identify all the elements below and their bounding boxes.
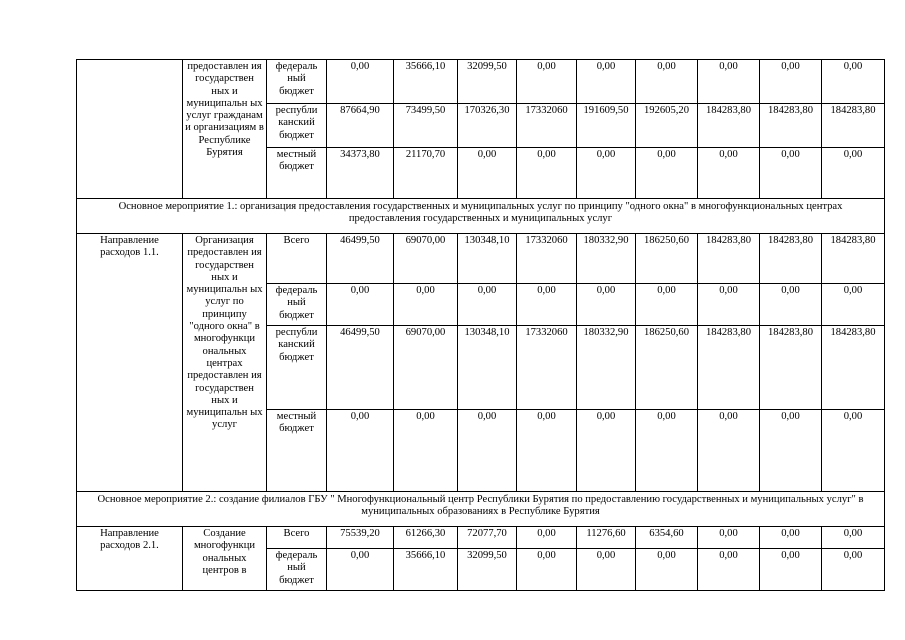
value-cell: 0,00 [698,549,760,591]
value-cell: 0,00 [458,148,517,199]
value-cell: 0,00 [760,60,822,104]
table-row [77,527,885,549]
measure-name-cell: предоставлен ия государствен ных и муниципальн ых услуг гражданам и организациям в Республике Бурятия [183,60,267,199]
value-cell: 21170,70 [394,148,458,199]
value-cell: 6354,60 [636,527,698,549]
value-cell: 184283,80 [698,326,760,410]
value-cell: 0,00 [636,549,698,591]
value-cell: 72077,70 [458,527,517,549]
value-cell: 0,00 [822,549,885,591]
value-cell: 17332060 [517,326,577,410]
table-row [77,60,885,104]
value-cell: 69070,00 [394,326,458,410]
value-cell: 0,00 [822,410,885,492]
value-cell: 17332060 [517,104,577,148]
budget-table [76,59,885,591]
value-cell: 0,00 [458,284,517,326]
source-cell: местный бюджет [267,148,327,199]
value-cell: 0,00 [822,60,885,104]
value-cell: 73499,50 [394,104,458,148]
value-cell: 0,00 [577,60,636,104]
value-cell: 0,00 [760,549,822,591]
value-cell: 180332,90 [577,234,636,284]
source-cell: Всего [267,234,327,284]
value-cell: 184283,80 [760,104,822,148]
value-cell: 0,00 [458,410,517,492]
direction-cell: Направление расходов 2.1. [77,527,183,591]
value-cell: 0,00 [698,527,760,549]
source-cell: республи канский бюджет [267,104,327,148]
value-cell: 0,00 [760,148,822,199]
table-row [77,234,885,284]
value-cell: 0,00 [517,549,577,591]
value-cell: 0,00 [394,410,458,492]
value-cell: 130348,10 [458,234,517,284]
value-cell: 35666,10 [394,549,458,591]
value-cell: 32099,50 [458,60,517,104]
value-cell: 0,00 [698,148,760,199]
value-cell: 184283,80 [822,234,885,284]
value-cell: 0,00 [517,60,577,104]
measure-name-cell: Создание многофункци ональных центров в [183,527,267,591]
value-cell: 0,00 [394,284,458,326]
value-cell: 184283,80 [822,104,885,148]
value-cell: 0,00 [577,549,636,591]
value-cell: 184283,80 [822,326,885,410]
value-cell: 32099,50 [458,549,517,591]
value-cell: 184283,80 [698,234,760,284]
source-cell: местный бюджет [267,410,327,492]
value-cell: 17332060 [517,234,577,284]
measure-name-cell: Организация предоставлен ия государствен ных и муниципальн ых услуг по принципу "одного окна" в многофункци ональных центрах предоставлен ия государствен ных и муниципальн ых услуг [183,234,267,492]
direction-cell [77,60,183,199]
value-cell: 184283,80 [760,234,822,284]
section-row [77,492,885,527]
value-cell: 0,00 [822,284,885,326]
value-cell: 35666,10 [394,60,458,104]
value-cell: 75539,20 [327,527,394,549]
value-cell: 46499,50 [327,326,394,410]
value-cell: 170326,30 [458,104,517,148]
value-cell: 0,00 [517,527,577,549]
value-cell: 0,00 [698,60,760,104]
value-cell: 0,00 [698,284,760,326]
value-cell: 0,00 [517,148,577,199]
value-cell: 0,00 [577,284,636,326]
value-cell: 0,00 [327,60,394,104]
source-cell: федераль ный бюджет [267,60,327,104]
section-heading: Основное мероприятие 2.: создание филиалов ГБУ " Многофункциональный центр Республики Бурятия по предоставлению государственных и муниципальных услуг" в муниципальных образованиях в Республике Бурятия [77,492,885,527]
value-cell: 0,00 [636,410,698,492]
value-cell: 0,00 [822,527,885,549]
value-cell: 11276,60 [577,527,636,549]
source-cell: федераль ный бюджет [267,549,327,591]
value-cell: 0,00 [577,148,636,199]
value-cell: 180332,90 [577,326,636,410]
value-cell: 192605,20 [636,104,698,148]
value-cell: 0,00 [636,284,698,326]
value-cell: 34373,80 [327,148,394,199]
source-cell: республи канский бюджет [267,326,327,410]
value-cell: 0,00 [327,284,394,326]
value-cell: 0,00 [760,410,822,492]
value-cell: 0,00 [760,527,822,549]
value-cell: 0,00 [327,410,394,492]
value-cell: 0,00 [636,60,698,104]
value-cell: 0,00 [517,284,577,326]
value-cell: 46499,50 [327,234,394,284]
value-cell: 130348,10 [458,326,517,410]
value-cell: 0,00 [636,148,698,199]
direction-cell: Направление расходов 1.1. [77,234,183,492]
value-cell: 0,00 [327,549,394,591]
value-cell: 0,00 [760,284,822,326]
value-cell: 87664,90 [327,104,394,148]
value-cell: 69070,00 [394,234,458,284]
value-cell: 61266,30 [394,527,458,549]
value-cell: 0,00 [577,410,636,492]
section-heading: Основное мероприятие 1.: организация предоставления государственных и муниципальных услуг по принципу "одного окна" в многофункциональных центрах предоставления государственных и муниципальных услуг [77,199,885,234]
value-cell: 186250,60 [636,326,698,410]
source-cell: федераль ный бюджет [267,284,327,326]
value-cell: 191609,50 [577,104,636,148]
source-cell: Всего [267,527,327,549]
value-cell: 184283,80 [760,326,822,410]
value-cell: 0,00 [517,410,577,492]
value-cell: 0,00 [822,148,885,199]
value-cell: 184283,80 [698,104,760,148]
section-row [77,199,885,234]
value-cell: 0,00 [698,410,760,492]
value-cell: 186250,60 [636,234,698,284]
